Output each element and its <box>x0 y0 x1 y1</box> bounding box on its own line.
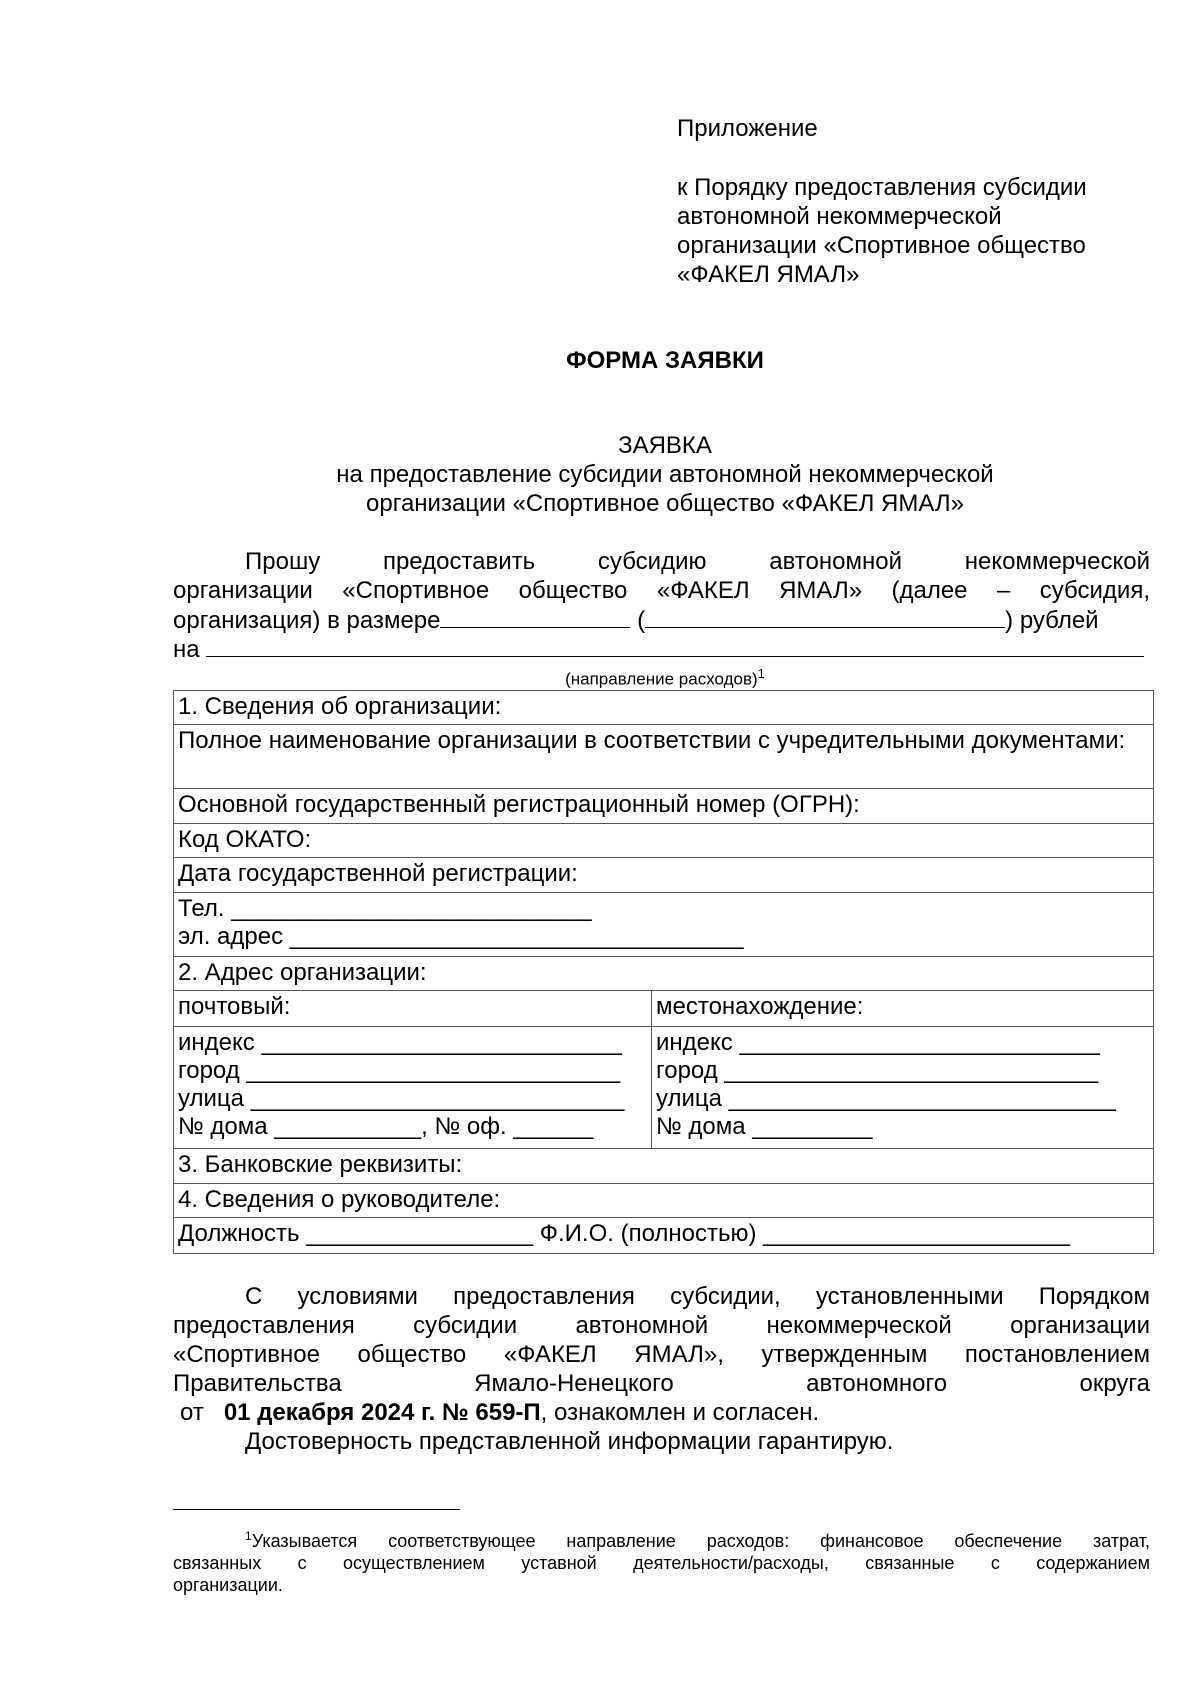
closing-line-decree <box>180 1398 819 1427</box>
section1-row: 1. Сведения об организации: <box>174 691 1153 725</box>
section2-row: 2. Адрес организации: <box>174 957 1153 991</box>
address-fields-row <box>174 1027 1153 1149</box>
request-heading: ЗАЯВКА <box>618 432 712 459</box>
postal-house-field[interactable]: № дома ___________, № оф. ______ <box>178 1113 594 1140</box>
closing-line: С условиями предоставления субсидии, установленными Порядком <box>245 1283 1150 1310</box>
closing-line: «Спортивное общество «ФАКЕЛ ЯМАЛ», утвержденным постановлением <box>173 1341 1150 1368</box>
appendix-line: организации «Спортивное общество <box>677 232 1086 259</box>
purpose-caption <box>0 664 1200 690</box>
appendix-line: автономной некоммерческой <box>677 203 1002 230</box>
decree-reference: 01 декабря 2024 г. № 659-П <box>223 1399 541 1426</box>
decree-suffix: , ознакомлен и согласен. <box>540 1399 820 1426</box>
okato-row[interactable]: Код ОКАТО: <box>174 824 1153 858</box>
section3-row[interactable]: 3. Банковские реквизиты: <box>174 1149 1153 1184</box>
reg-date-row[interactable]: Дата государственной регистрации: <box>174 858 1153 893</box>
closing-line: Правительства Ямало-Ненецкого автономного округа <box>173 1370 1150 1397</box>
location-street-field[interactable]: улица _____________________________ <box>656 1085 1116 1112</box>
appendix-line: «ФАКЕЛ ЯМАЛ» <box>677 261 860 288</box>
closing-line: предоставления субсидии автономной некоммерческой организации <box>173 1312 1150 1339</box>
postal-address <box>174 1027 652 1148</box>
section4-row: 4. Сведения о руководителе: <box>174 1184 1153 1218</box>
request-subheading: организации «Спортивное общество «ФАКЕЛ ЯМАЛ» <box>366 490 964 517</box>
purpose-line <box>173 634 1144 664</box>
application-table <box>173 690 1154 1254</box>
phone-field[interactable]: Тел. ___________________________ <box>178 895 592 922</box>
request-subheading: на предоставление субсидии автономной некоммерческой <box>336 461 994 488</box>
form-title: ФОРМА ЗАЯВКИ <box>566 347 764 374</box>
director-row[interactable]: Должность _________________ Ф.И.О. (полностью) _______________________ <box>178 1220 1071 1247</box>
postal-city-field[interactable]: город ____________________________ <box>178 1057 621 1084</box>
amount-words-close: ) рублей <box>1005 607 1099 634</box>
amount-label: организация) в размере <box>173 607 441 634</box>
appendix-block <box>677 114 1087 289</box>
caption-text: (направление расходов) <box>565 669 758 689</box>
appendix-line: к Порядку предоставления субсидии <box>677 174 1087 201</box>
postal-header: почтовый: <box>174 991 652 1026</box>
amount-field[interactable] <box>440 605 630 628</box>
location-house-field[interactable]: № дома _________ <box>656 1113 873 1140</box>
decree-prefix: от <box>180 1399 204 1426</box>
caption-footnote-mark: 1 <box>757 666 765 681</box>
footnote-separator <box>173 1509 460 1510</box>
body-line: Прошу предоставить субсидию автономной некоммерческой <box>245 548 1150 575</box>
footnote-line: организации. <box>173 1575 283 1595</box>
purpose-label: на <box>173 636 200 663</box>
amount-line <box>173 605 1099 635</box>
location-address <box>652 1027 1153 1148</box>
location-index-field[interactable]: индекс ___________________________ <box>656 1029 1100 1056</box>
contacts-row <box>174 893 1153 957</box>
ogrn-row[interactable]: Основной государственный регистрационный номер (ОГРН): <box>174 789 1153 824</box>
guarantee-line: Достоверность представленной информации гарантирую. <box>245 1428 894 1455</box>
footnote-mark: 1 <box>245 1529 252 1543</box>
postal-index-field[interactable]: индекс ___________________________ <box>178 1029 622 1056</box>
postal-street-field[interactable]: улица ____________________________ <box>178 1085 625 1112</box>
full-name-row[interactable]: Полное наименование организации в соответствии с учредительными документами: <box>174 725 1153 789</box>
location-city-field[interactable]: город ____________________________ <box>656 1057 1099 1084</box>
email-field[interactable]: эл. адрес __________________________________ <box>178 923 744 950</box>
footnote-text: Указывается соответствующее направление расходов: финансовое обеспечение затрат, <box>251 1531 1150 1551</box>
body-line: организации «Спортивное общество «ФАКЕЛ ЯМАЛ» (далее – субсидия, <box>173 577 1150 604</box>
amount-words-field[interactable] <box>645 605 1005 628</box>
footnote <box>173 1525 1150 1596</box>
footnote-line <box>173 1525 1150 1552</box>
appendix-title: Приложение <box>677 115 818 142</box>
footnote-line: связанных с осуществлением уставной деятельности/расходы, связанные с содержанием <box>173 1553 1150 1573</box>
purpose-field[interactable] <box>206 634 1144 657</box>
location-header: местонахождение: <box>656 993 864 1020</box>
address-header-row <box>174 991 1153 1027</box>
amount-words-open: ( <box>637 607 646 634</box>
